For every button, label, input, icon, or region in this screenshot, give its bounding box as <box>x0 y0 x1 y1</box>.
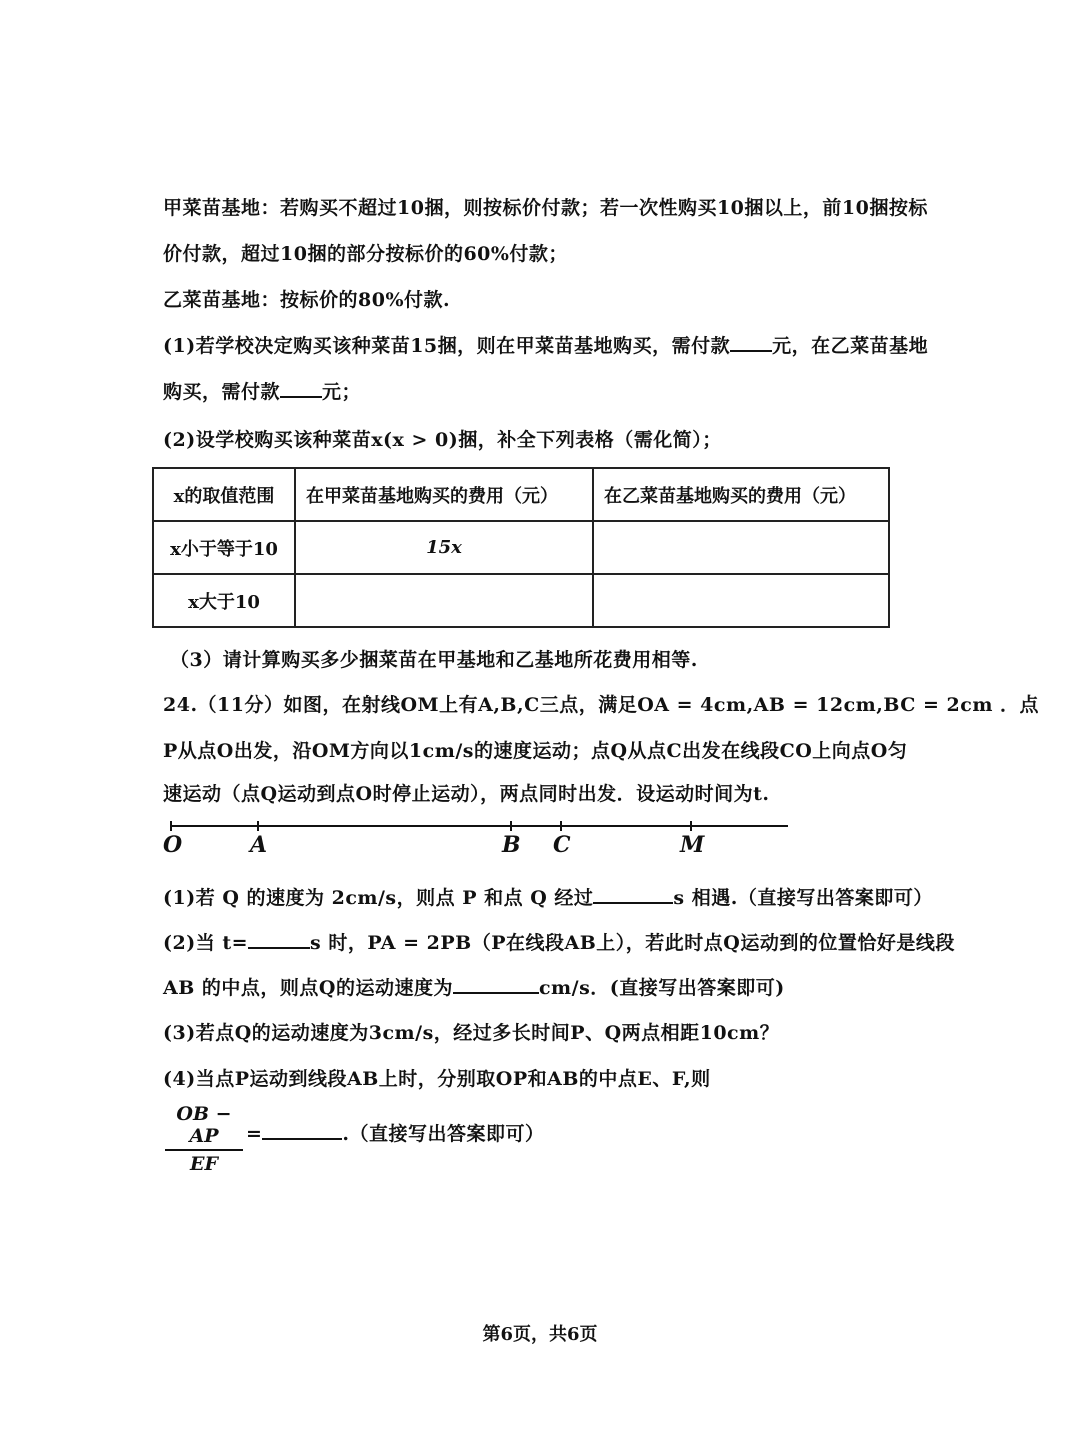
table-row <box>153 521 889 574</box>
table-cell-answer[interactable] <box>593 521 889 574</box>
q23-part1-line1 <box>163 331 928 358</box>
answer-blank-ratio[interactable] <box>262 1120 342 1140</box>
table-cell-answer[interactable] <box>295 574 593 627</box>
q24-part4-tail: .（直接写出答案即可） <box>342 1123 545 1145</box>
q23-part1-text-b: 元，在乙菜苗基地 <box>772 335 929 357</box>
q23-part1-text-a: (1)若学校决定购买该种菜苗15捆，则在甲菜苗基地购买，需付款 <box>163 335 731 357</box>
q24-part2-text-b: s 时，PA = 2PB（P在线段AB上），若此时点Q运动到的位置恰好是线段 <box>310 932 955 954</box>
answer-blank-yi-cost[interactable] <box>280 378 322 398</box>
q23-part3: （3）请计算购买多少捆菜苗在甲基地和乙基地所花费用相等. <box>170 649 698 671</box>
answer-blank-time[interactable] <box>248 929 310 949</box>
point-label-b: B <box>502 832 521 858</box>
q24-part1-text-b: s 相遇.（直接写出答案即可） <box>673 887 933 909</box>
q24-part2-line1 <box>163 928 955 955</box>
table-cell: 15x <box>295 521 593 574</box>
q24-stem-line-2: P从点O出发，沿OM方向以1cm/s的速度运动；点Q从点C出发在线段CO上向点O匀 <box>163 740 908 762</box>
table-header: x的取值范围 <box>153 468 295 521</box>
table-header: 在乙菜苗基地购买的费用（元） <box>593 468 889 521</box>
point-label-o: O <box>163 832 183 858</box>
answer-blank-meet-time[interactable] <box>593 884 673 904</box>
q24-stem-line-1: 24.（11分）如图，在射线OM上有A,B,C三点，满足OA = 4cm,AB = 12cm,BC = 2cm ．点 <box>163 694 1040 716</box>
point-label-m: M <box>680 832 705 858</box>
fraction-denominator: EF <box>190 1153 218 1175</box>
q24-part3: (3)若点Q的运动速度为3cm/s，经过多长时间P、Q两点相距10cm？ <box>163 1022 780 1044</box>
q23-part2: (2)设学校购买该种菜苗x(x > 0)捆，补全下列表格（需化简）； <box>163 429 722 451</box>
fraction-numerator: OB − AP <box>165 1103 243 1151</box>
q24-part2-text-c: AB 的中点，则点Q的运动速度为 <box>163 977 453 999</box>
q24-part1-text-a: (1)若 Q 的速度为 2cm/s，则点 P 和点 Q 经过 <box>163 887 594 909</box>
q24-stem-line-3: 速运动（点Q运动到点O时停止运动），两点同时出发．设运动时间为t. <box>163 783 770 805</box>
page-footer: 第6页，共6页 <box>482 1324 598 1345</box>
table-row <box>153 574 889 627</box>
jia-rule-line-1: 甲菜苗基地：若购买不超过10捆，则按标价付款；若一次性购买10捆以上，前10捆按标 <box>163 197 928 219</box>
answer-blank-jia-cost[interactable] <box>730 332 772 352</box>
answer-blank-speed[interactable] <box>453 974 539 994</box>
q24-part4: (4)当点P运动到线段AB上时，分别取OP和AB的中点E、F,则 <box>163 1068 711 1090</box>
q23-part1-line2 <box>163 377 361 404</box>
point-label-c: C <box>553 832 571 858</box>
yi-rule-line: 乙菜苗基地：按标价的80%付款. <box>163 289 451 311</box>
equals-sign: = <box>246 1123 263 1145</box>
q23-part1-text-c: 购买，需付款 <box>163 381 281 403</box>
q24-part4-answer-line <box>246 1119 545 1146</box>
table-cell-answer[interactable] <box>593 574 889 627</box>
table-header: 在甲菜苗基地购买的费用（元） <box>295 468 593 521</box>
ratio-fraction <box>165 1103 243 1175</box>
q24-part1 <box>163 883 933 910</box>
cost-table <box>152 467 890 628</box>
jia-rule-line-2: 价付款，超过10捆的部分按标价的60%付款； <box>163 243 568 265</box>
q23-part1-text-d: 元； <box>322 381 362 403</box>
table-header-row <box>153 468 889 521</box>
point-label-a: A <box>250 832 268 858</box>
table-cell: x小于等于10 <box>153 521 295 574</box>
table-cell: x大于10 <box>153 574 295 627</box>
q24-part2-line2 <box>163 973 785 1000</box>
q24-part2-text-a: (2)当 t= <box>163 932 249 954</box>
q24-part2-text-d: cm/s．(直接写出答案即可) <box>538 977 785 999</box>
